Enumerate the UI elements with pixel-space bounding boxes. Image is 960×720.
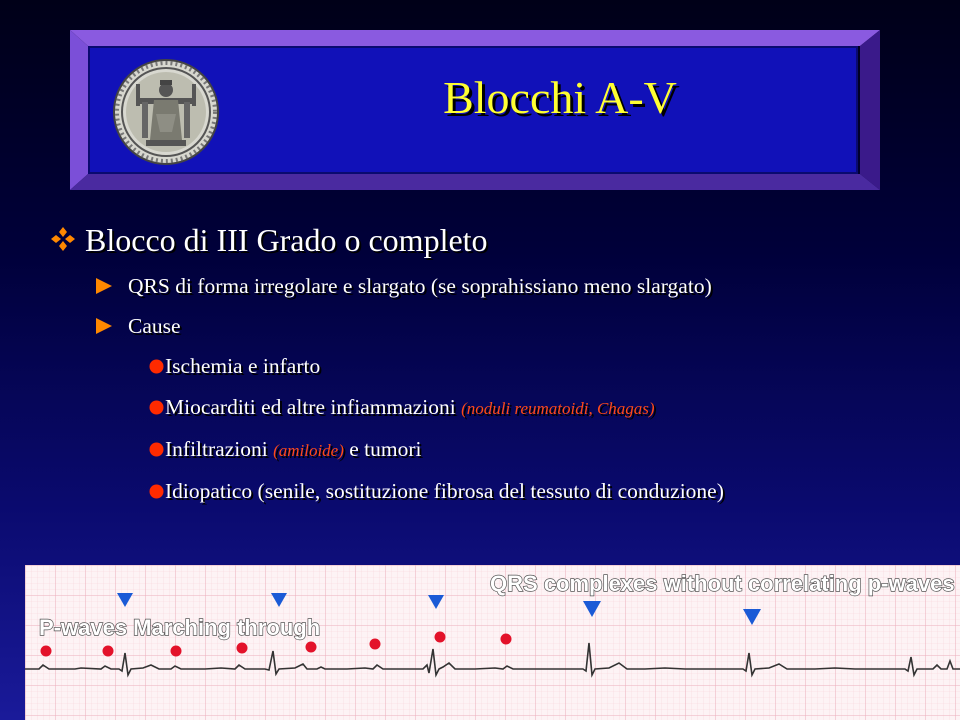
university-seal-icon xyxy=(112,58,220,166)
p-wave-dot xyxy=(501,634,512,645)
dot-bullet-icon xyxy=(149,484,164,499)
ecg-strip xyxy=(25,565,960,720)
cause-infiltrazioni-pre: Infiltrazioni xyxy=(165,437,274,461)
bullet-qrs xyxy=(50,266,930,306)
p-wave-dot xyxy=(237,643,248,654)
p-wave-dot xyxy=(435,632,446,643)
p-wave-dot xyxy=(306,642,317,653)
title-banner xyxy=(70,30,880,190)
bullet-cause xyxy=(50,306,930,346)
heading-text: Blocco di III Grado o completo xyxy=(85,222,488,258)
arrow-bullet-icon xyxy=(96,278,112,294)
arrow-bullet-icon xyxy=(96,318,112,334)
cause-idiopatico-text: Idiopatico (senile, sostituzione fibrosa del tessuto di conduzione) xyxy=(165,479,724,503)
cause-miocarditi-note: (noduli reumatoidi, Chagas) xyxy=(461,399,655,418)
slide-title: Blocchi A-V xyxy=(443,72,677,123)
cause-infiltrazioni-post: e tumori xyxy=(343,437,422,461)
cause-miocarditi xyxy=(50,387,930,429)
qrs-text: QRS di forma irregolare e slargato (se soprahissiano meno slargato) xyxy=(128,274,712,298)
p-wave-dot xyxy=(41,646,52,657)
p-wave-dot xyxy=(171,646,182,657)
title-panel xyxy=(88,46,858,174)
cause-idiopatico xyxy=(50,471,930,512)
cause-text: Cause xyxy=(128,314,181,338)
cause-infiltrazioni-note: (amiloide) xyxy=(273,441,344,460)
cause-infiltrazioni xyxy=(50,429,930,471)
diamond-bullet-icon xyxy=(50,226,76,252)
cause-ischemia xyxy=(50,346,930,387)
dot-bullet-icon xyxy=(149,359,164,374)
p-wave-dot xyxy=(103,646,114,657)
p-wave-dot xyxy=(370,639,381,650)
dot-bullet-icon xyxy=(149,442,164,457)
dot-bullet-icon xyxy=(149,400,164,415)
bullet-list xyxy=(50,218,930,512)
cause-miocarditi-text: Miocarditi ed altre infiammazioni xyxy=(165,395,462,419)
cause-ischemia-text: Ischemia e infarto xyxy=(165,354,321,378)
p-wave-label: P-waves Marching through xyxy=(39,615,321,640)
qrs-label: QRS complexes without correlating p-waves xyxy=(490,571,955,596)
bullet-heading xyxy=(50,218,930,262)
